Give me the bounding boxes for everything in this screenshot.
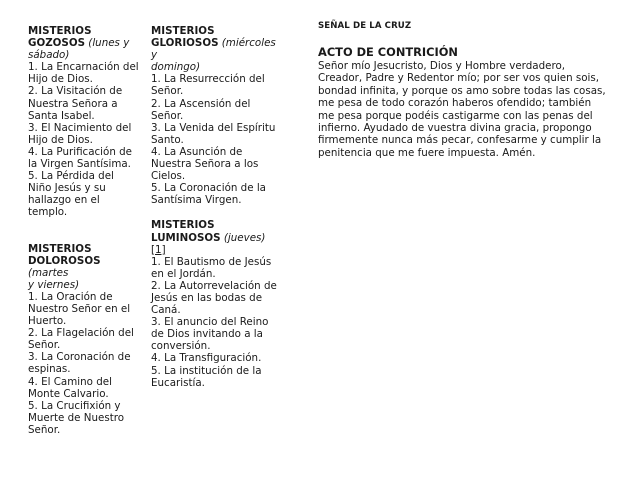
luminosos-item: 2. La Autorrevelación de Jesús en las bodas de Caná. bbox=[151, 279, 277, 317]
gloriosos-item: 5. La Coronación de la Santísima Virgen. bbox=[151, 182, 266, 207]
luminosos-item: 5. La institución de la Eucaristía. bbox=[151, 364, 262, 389]
luminosos-title-line1: MISTERIOS bbox=[151, 219, 215, 232]
gozosos-days-a: (lunes y bbox=[88, 37, 130, 50]
spacer bbox=[28, 219, 140, 243]
gozosos-title-line2 bbox=[28, 37, 140, 49]
dolorosos-item: 4. El Camino del Monte Calvario. bbox=[28, 375, 112, 400]
dolorosos-title-line1: MISTERIOS bbox=[28, 242, 92, 255]
gozosos-item: 3. El Nacimiento del Hijo de Dios. bbox=[28, 121, 132, 146]
dolorosos-item: 3. La Coronación de espinas. bbox=[28, 351, 131, 376]
column-middle bbox=[151, 25, 283, 389]
gozosos-title-line1: MISTERIOS bbox=[28, 25, 92, 37]
section-gloriosos bbox=[151, 25, 283, 206]
dolorosos-item: 1. La Oración de Nuestro Señor en el Huerto. bbox=[28, 290, 131, 328]
senal-title: SEÑAL DE LA CRUZ bbox=[318, 21, 412, 31]
gloriosos-days-b: domingo) bbox=[151, 61, 201, 74]
section-dolorosos bbox=[28, 243, 140, 437]
luminosos-days: (jueves) bbox=[223, 231, 266, 244]
luminosos-item: 1. El Bautismo de Jesús en el Jordán. bbox=[151, 255, 272, 280]
gloriosos-title-bold: GLORIOSOS bbox=[151, 37, 219, 50]
dolorosos-item: 5. La Crucifixión y Muerte de Nuestro Señor. bbox=[28, 399, 125, 436]
footnote-link[interactable]: [1] bbox=[151, 243, 166, 256]
column-left bbox=[28, 25, 140, 436]
gozosos-item: 2. La Visitación de Nuestra Señora a Santa Isabel. bbox=[28, 85, 123, 122]
column-right bbox=[318, 20, 608, 159]
gloriosos-days-a: (miércoles y bbox=[151, 37, 276, 62]
dolorosos-title-line2 bbox=[28, 255, 140, 279]
luminosos-item: 4. La Transfiguración. bbox=[151, 352, 262, 365]
gozosos-item: 4. La Purificación de la Virgen Santísima. bbox=[28, 145, 133, 171]
acto-title: ACTO DE CONTRICIÓN bbox=[318, 45, 458, 59]
gozosos-item: 1. La Encarnación del Hijo de Dios. bbox=[28, 61, 139, 86]
gloriosos-item: 1. La Resurrección del Señor. bbox=[151, 73, 265, 98]
gloriosos-item: 4. La Asunción de Nuestra Señora a los Cielos. bbox=[151, 145, 259, 183]
dolorosos-item: 2. La Flagelación del Señor. bbox=[28, 327, 134, 352]
acto-text: Señor mío Jesucristo, Dios y Hombre verdadero, Creador, Padre y Redentor mío; por ser vos quien sois, bondad infinita, y porque os amo sobre todas las cosas, me pesa de todo corazón haberos ofendido; también me pesa porque podéis castigarme con las penas del infierno. Ayudado de vuestra divina gracia, propongo firmemente nunca más pecar, confesarme y cumplir la penitencia que me fuere impuesta. Amén. bbox=[318, 60, 606, 159]
gloriosos-title-line2 bbox=[151, 37, 283, 61]
gloriosos-item: 2. La Ascensión del Señor. bbox=[151, 97, 251, 122]
gozosos-item: 5. La Pérdida del Niño Jesús y su hallazgo en el templo. bbox=[28, 170, 114, 219]
section-luminosos bbox=[151, 219, 283, 388]
section-gozosos bbox=[28, 25, 140, 219]
gozosos-days-b: sábado) bbox=[28, 49, 70, 62]
gloriosos-item: 3. La Venida del Espíritu Santo. bbox=[151, 121, 276, 146]
gloriosos-title-line1: MISTERIOS bbox=[151, 25, 215, 37]
luminosos-title-bold: LUMINOSOS bbox=[151, 231, 221, 244]
luminosos-title-line2 bbox=[151, 232, 283, 256]
gozosos-title-bold: GOZOSOS bbox=[28, 37, 86, 50]
luminosos-item: 3. El anuncio del Reino de Dios invitando a la conversión. bbox=[151, 316, 269, 353]
dolorosos-days-a: (martes bbox=[28, 266, 69, 279]
spacer bbox=[151, 206, 283, 219]
dolorosos-title-bold: DOLOROSOS bbox=[28, 254, 101, 267]
dolorosos-days-b: y viernes) bbox=[28, 278, 80, 291]
